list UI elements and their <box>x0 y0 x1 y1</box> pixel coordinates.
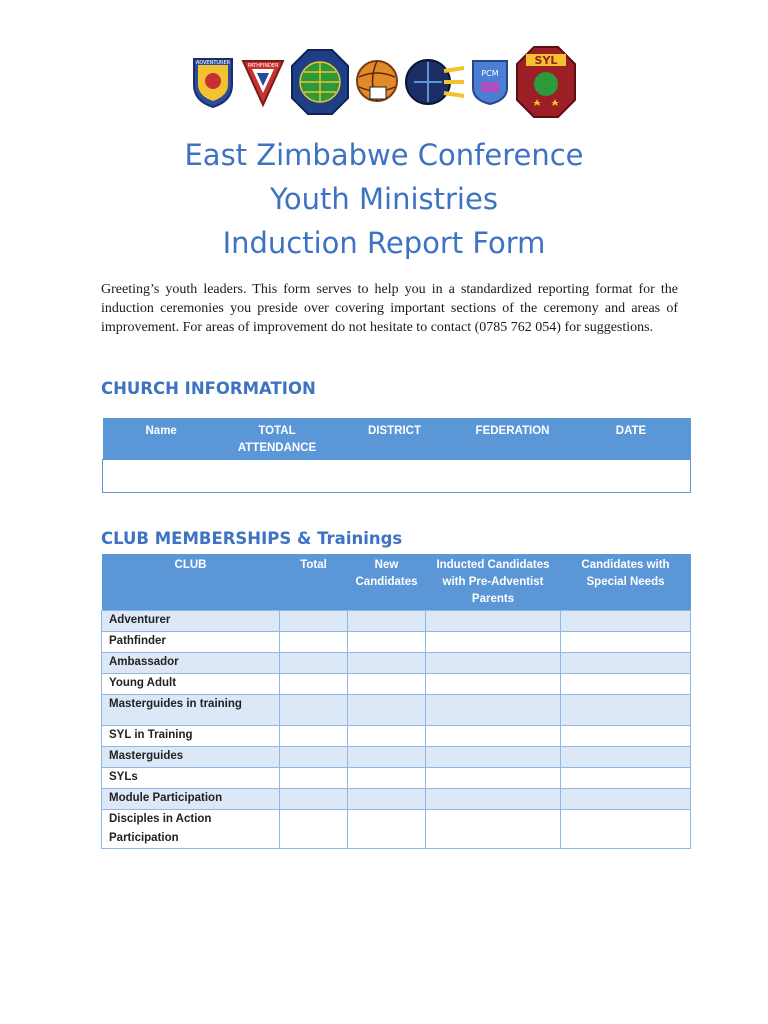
table-row <box>102 674 691 695</box>
table-cell[interactable] <box>348 674 426 695</box>
table-row <box>102 810 691 849</box>
table-cell[interactable] <box>348 789 426 810</box>
table-cell[interactable] <box>348 810 426 849</box>
intro-paragraph: Greeting’s youth leaders. This form serves to help you in a standardized reporting format for the induction ceremonies you preside over covering important sections of the ceremony and areas of improvement. For areas of improvement do not hesitate to contact (0785 762 054) for suggestions. <box>101 282 678 335</box>
table-cell[interactable] <box>561 653 691 674</box>
table-cell[interactable] <box>561 747 691 768</box>
table-cell[interactable] <box>280 768 348 789</box>
title-line-ministries: Youth Ministries <box>270 182 498 216</box>
pcm-logo <box>470 58 510 106</box>
col-date: DATE <box>572 418 691 460</box>
table-cell[interactable] <box>426 768 561 789</box>
pcm-logo-text: PCM <box>481 69 499 78</box>
table-cell[interactable] <box>561 726 691 747</box>
master-guide-logo <box>290 47 350 117</box>
table-cell[interactable] <box>280 789 348 810</box>
table-row <box>102 747 691 768</box>
table-cell[interactable] <box>561 768 691 789</box>
row-label-ambassador: Ambassador <box>102 653 280 674</box>
col-special-needs: Candidates with Special Needs <box>561 554 691 611</box>
title-line-form: Induction Report Form <box>222 226 546 260</box>
table-cell[interactable] <box>426 747 561 768</box>
page-title <box>0 133 768 265</box>
ambassador-logo <box>354 55 400 109</box>
col-total: Total <box>280 554 348 611</box>
table-cell[interactable] <box>348 747 426 768</box>
table-row <box>102 653 691 674</box>
table-cell[interactable] <box>280 810 348 849</box>
church-information-heading: CHURCH INFORMATION <box>101 379 316 398</box>
title-line-conference: East Zimbabwe Conference <box>184 138 584 172</box>
col-district: DISTRICT <box>336 418 454 460</box>
adventurer-club-logo <box>190 55 236 109</box>
adventurer-logo-text: ADVENTURER <box>195 60 231 66</box>
table-cell[interactable] <box>426 726 561 747</box>
row-label-pathfinder: Pathfinder <box>102 632 280 653</box>
table-cell[interactable] <box>561 632 691 653</box>
table-cell[interactable] <box>348 653 426 674</box>
table-cell[interactable] <box>426 695 561 726</box>
pathfinder-logo-text: PATHFINDER <box>247 63 279 69</box>
table-cell[interactable] <box>426 674 561 695</box>
row-label-adventurer: Adventurer <box>102 611 280 632</box>
col-club: CLUB <box>102 554 280 611</box>
syl-logo-text: SYL <box>534 54 558 67</box>
club-memberships-table <box>101 554 691 849</box>
club-table-header <box>102 554 691 611</box>
table-cell[interactable] <box>280 674 348 695</box>
table-cell[interactable] <box>426 632 561 653</box>
row-label-module-participation: Module Participation <box>102 789 280 810</box>
table-row <box>102 611 691 632</box>
table-cell[interactable] <box>348 768 426 789</box>
table-cell[interactable] <box>426 789 561 810</box>
row-label-disciples-in-action: Disciples in Action Participation <box>102 810 280 849</box>
col-total-attendance: TOTAL ATTENDANCE <box>219 418 336 460</box>
table-cell[interactable] <box>426 653 561 674</box>
church-information-table <box>102 418 691 493</box>
table-cell[interactable] <box>348 611 426 632</box>
club-memberships-heading: CLUB MEMBERSHIPS & Trainings <box>101 529 403 548</box>
row-label-syls: SYLs <box>102 768 280 789</box>
table-cell[interactable] <box>348 695 426 726</box>
table-cell[interactable] <box>280 747 348 768</box>
table-row <box>102 789 691 810</box>
row-label-young-adult: Young Adult <box>102 674 280 695</box>
young-adult-logo <box>404 55 466 109</box>
table-row <box>102 695 691 726</box>
table-cell[interactable] <box>280 653 348 674</box>
pathfinder-club-logo <box>240 55 286 109</box>
table-row <box>102 768 691 789</box>
church-table-header <box>103 418 691 460</box>
row-label-masterguides-in-training: Masterguides in training <box>102 695 280 726</box>
row-label-syl-in-training: SYL in Training <box>102 726 280 747</box>
table-cell[interactable] <box>280 726 348 747</box>
row-label-masterguides: Masterguides <box>102 747 280 768</box>
table-cell[interactable] <box>561 611 691 632</box>
table-row <box>102 632 691 653</box>
church-table-row <box>103 460 691 493</box>
church-info-input-cell[interactable] <box>103 460 691 493</box>
col-inducted-pre-adventist: Inducted Candidates with Pre-Adventist Parents <box>426 554 561 611</box>
table-cell[interactable] <box>280 632 348 653</box>
col-federation: FEDERATION <box>454 418 572 460</box>
table-cell[interactable] <box>348 632 426 653</box>
table-cell[interactable] <box>561 810 691 849</box>
table-cell[interactable] <box>561 789 691 810</box>
table-cell[interactable] <box>348 726 426 747</box>
table-cell[interactable] <box>280 611 348 632</box>
table-cell[interactable] <box>280 695 348 726</box>
table-cell[interactable] <box>426 810 561 849</box>
col-new-candidates: New Candidates <box>348 554 426 611</box>
logo-strip <box>0 44 768 120</box>
syl-logo <box>514 44 578 120</box>
table-cell[interactable] <box>426 611 561 632</box>
table-cell[interactable] <box>561 695 691 726</box>
table-cell[interactable] <box>561 674 691 695</box>
col-name: Name <box>103 418 219 460</box>
table-row <box>102 726 691 747</box>
